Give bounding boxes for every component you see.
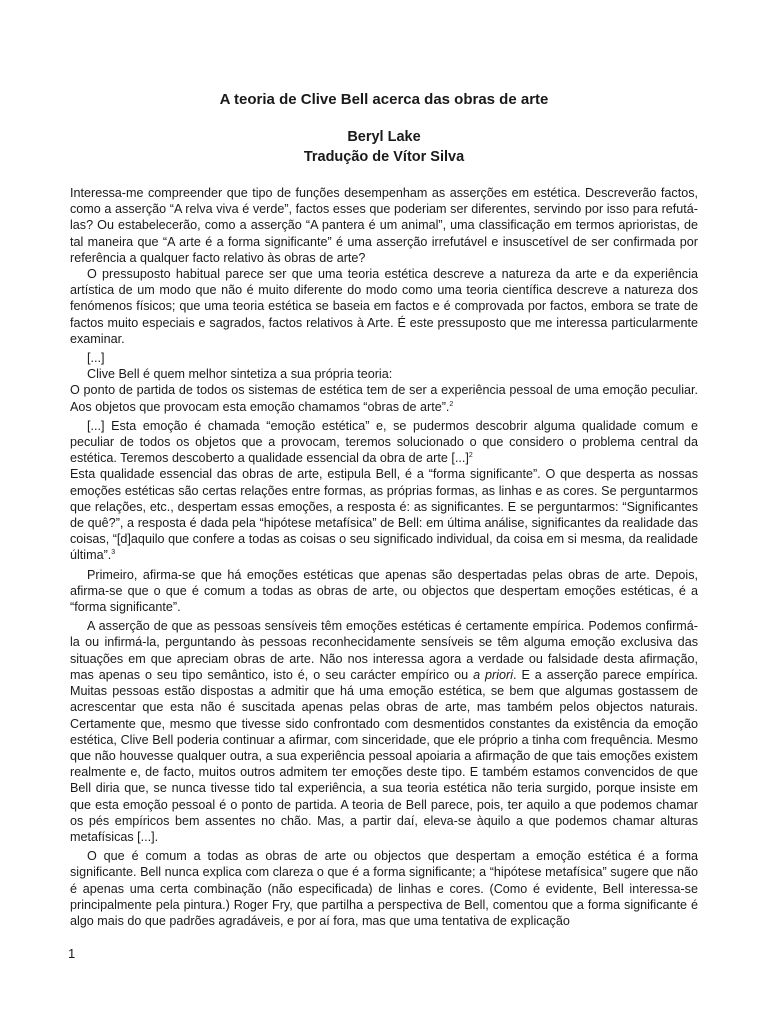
- author-name: Beryl Lake: [347, 129, 421, 145]
- paragraph: [70, 466, 698, 563]
- page-number: 1: [68, 946, 76, 961]
- paragraph: [70, 618, 698, 845]
- emphasis-text: a priori: [473, 667, 513, 682]
- paragraph: O que é comum a todas as obras de arte ou objectos que despertam a emoção estética é a forma significante. Bell nunca explica com clareza o que é a forma significante; a “hipótese metafísica” sugere que não é apenas uma certa combinação (não especificada) de linhas e cores. (Como é evidente, Bell interessa-se principalmente pela pintura.) Roger Fry, que partilha a perspectiva de Bell, comentou que a forma significante é algo mais do que padrões agradáveis, e por aí fora, mas que uma tentativa de explicação: [70, 849, 698, 928]
- paragraph: Clive Bell é quem melhor sintetiza a sua própria teoria:: [87, 367, 393, 382]
- paragraph-text: . E a asserção parece empírica. Muitas pessoas estão dispostas a admitir que há uma emoção estética, se bem que algumas gostassem de acrescentar que esta não é suscitada apenas pelas obras de arte, mas também pelos objectos naturais. Certamente que, mesmo que tivesse sido confrontado com desmentidos constantes da existência da emoção estética, Clive Bell poderia continuar a afirmar, com sinceridade, que ele próprio a tinha com frequência. Mesmo que não houvesse qualquer outra, a sua experiência pessoal apoiaria a afirmação de que tais emoções existem realmente e, de facto, muitos outros admitem ter emoções deste tipo. E também estamos convencidos de que Bell diria que, se nunca tivesse tido tal experiência, a sua teoria estética não teria surgido, porque insiste em que esta emoção pessoal é o ponto de partida. A teoria de Bell parece, pois, ter aquilo a que podemos chamar os pés empíricos bem assentes no chão. Mas, a partir daí, eleva-se àquilo a que podemos chamar alturas metafísicas [...].: [70, 667, 699, 844]
- footnote-marker: 2: [449, 400, 454, 408]
- quote-text: [...] Esta emoção é chamada “emoção estética” e, se pudermos descobrir alguma qualidade comum e peculiar de todos os objetos que a provocam, teremos solucionado o que considero o problema central da estética. Teremos descoberto a qualidade essencial da obra de arte [...]: [70, 418, 698, 466]
- document-title: A teoria de Clive Bell acerca das obras de arte: [219, 91, 549, 108]
- paragraph-text: A asserção de que as pessoas sensíveis têm emoções estéticas é certamente empírica. Podemos confirmá-la ou infirmá-la, perguntando às pessoas reconhecidamente sensíveis se têm alguma emoção exclusiva das situações em que apreciam obras de arte. Não nos interessa agora a verdade ou falsidade desta afirmação, mas apenas o seu tipo semântico, isto é, o seu carácter empírico ou: [70, 619, 698, 682]
- quote-text: O ponto de partida de todos os sistemas de estética tem de ser a experiência pessoal de uma emoção peculiar. Aos objetos que provocam esta emoção chamamos “obras de arte”.: [70, 383, 698, 414]
- paragraph: Interessa-me compreender que tipo de funções desempenham as asserções em estética. Descreverão factos, como a asserção “A relva viva é verde”, factos esses que poderiam ser diferentes, servindo por isso para refutá-las? Ou estabelecerão, como a asserção “A pantera é um animal”, uma classificação em termos aprioristas, de tal maneira que “A arte é a forma significante” é uma asserção irrefutável e insuscetível de ser confirmada por referência a qualquer facto relativo às obras de arte?: [70, 186, 698, 265]
- quote-paragraph: [70, 418, 698, 467]
- quote-paragraph: [70, 382, 698, 414]
- footnote-marker: 2: [468, 452, 473, 460]
- footnote-marker: 3: [111, 549, 116, 557]
- paragraph-text: Esta qualidade essencial das obras de arte, estipula Bell, é a “forma significante”. O que desperta as nossas emoções estéticas são certas relações entre formas, as próprias formas, as linhas e as cores. Se perguntarmos que relações, etc., despertam essas emoções, a resposta é: as significantes. E se perguntarmos: “Significantes de quê?”, a resposta é dada pela “hipótese metafísica” de Bell: em última análise, significantes da realidade das coisas, “[d]aquilo que confere a todas as coisas o seu significado individual, da coisa em si mesma, da realidade última”.: [70, 467, 698, 563]
- translator-credit: Tradução de Vítor Silva: [303, 148, 465, 165]
- ellipsis-paragraph: [...]: [87, 351, 105, 366]
- document-body: [70, 185, 698, 929]
- paragraph: O pressuposto habitual parece ser que uma teoria estética descreve a natureza da arte e da experiência artística de um modo que não é muito diferente do modo como uma teoria científica descreve a natureza dos fenómenos físicos; que uma teoria estética se baseia em factos e é comprovada por factos, embora se trate de factos muito especiais e sagrados, factos relativos à Arte. É este pressuposto que me interessa particularmente examinar.: [70, 267, 698, 346]
- paragraph: Primeiro, afirma-se que há emoções estéticas que apenas são despertadas pelas obras de arte. Depois, afirma-se que o que é comum a todas as obras de arte, ou objectos que despertam emoções estéticas, é a “forma significante”.: [70, 567, 698, 615]
